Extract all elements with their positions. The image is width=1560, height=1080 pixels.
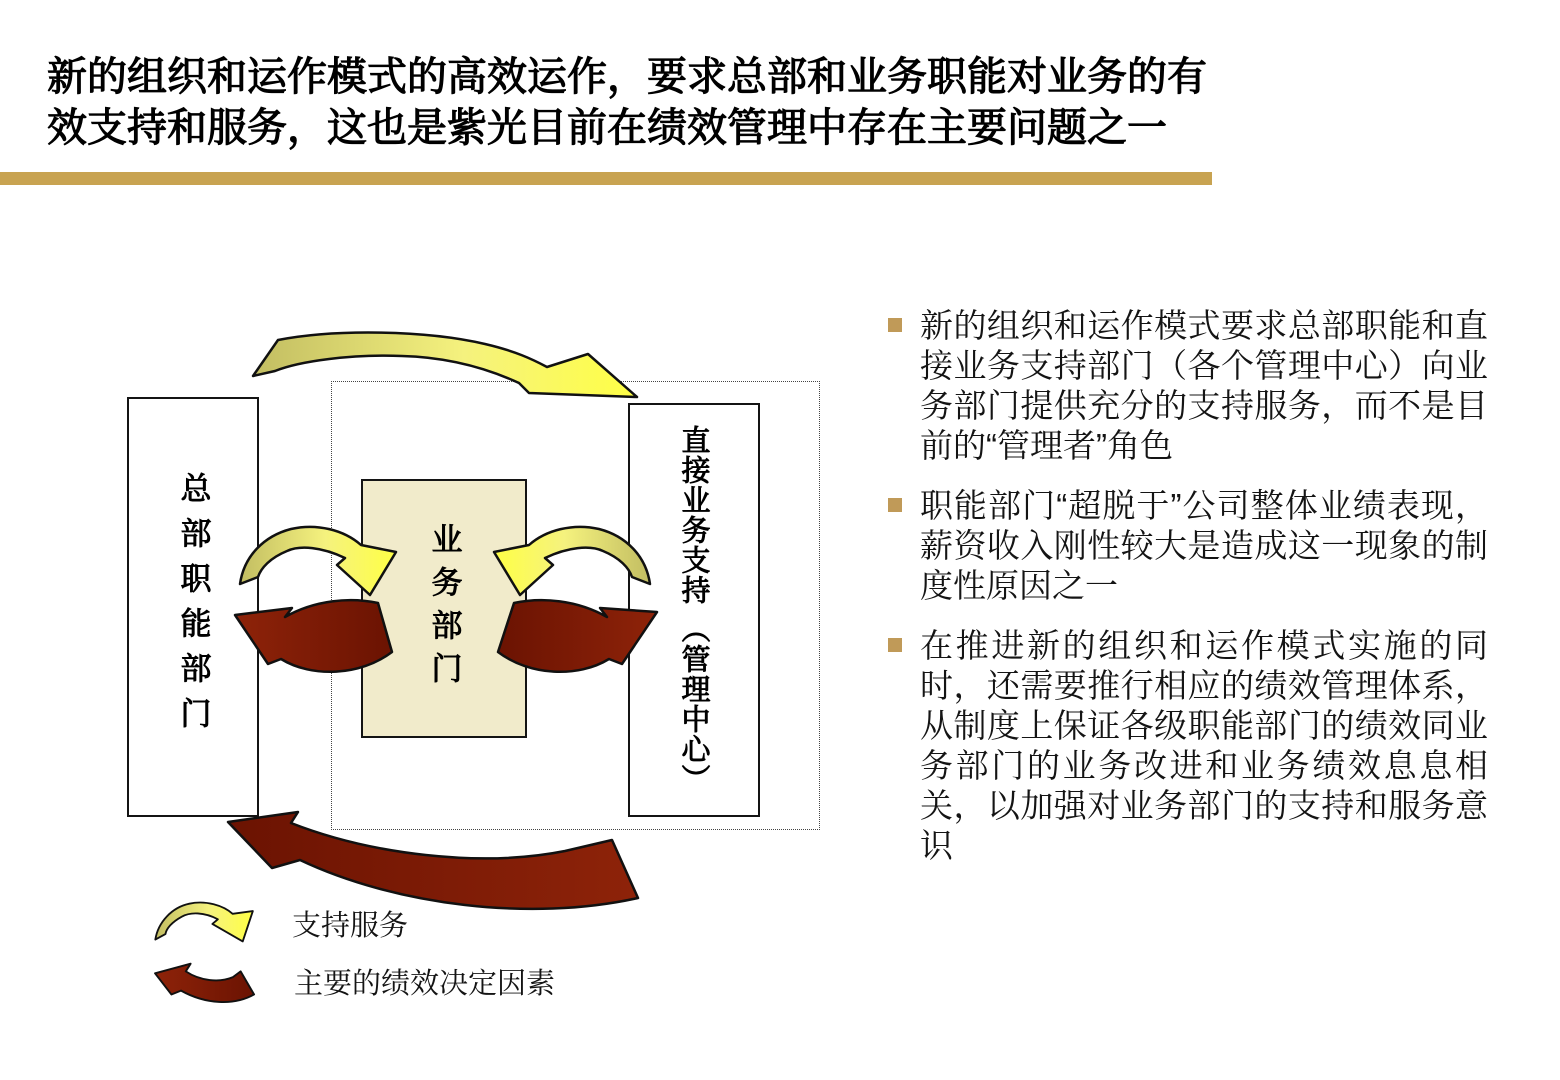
bullet-item bbox=[888, 626, 1498, 866]
title-line-2: 效支持和服务，这也是紫光目前在绩效管理中存在主要问题之一 bbox=[47, 106, 1167, 150]
hq-functional-departments-box bbox=[127, 397, 259, 817]
business-department-label: 业务部门 bbox=[426, 522, 462, 695]
bullet-text: 在推进新的组织和运作模式实施的同时，还需要推行相应的绩效管理体系，从制度上保证各级职能部门的绩效同业务部门的业务改进和业务绩效息息相关，以加强对业务部门的支持和服务意识 bbox=[920, 627, 1488, 864]
direct-business-support-label: 直接业务支持 （管理中心） bbox=[677, 425, 710, 795]
bullet-item bbox=[888, 486, 1498, 606]
bullet-text: 职能部门“超脱于”公司整体业绩表现，薪资收入刚性较大是造成这一现象的制度性原因之一 bbox=[920, 487, 1488, 604]
bullet-text: 新的组织和运作模式要求总部职能和直接业务支持部门（各个管理中心）向业务部门提供充分的支持服务，而不是目前的“管理者”角色 bbox=[920, 307, 1488, 464]
legend-label-support: 支持服务 bbox=[292, 909, 409, 942]
determinant-arrow-icon bbox=[150, 956, 262, 1006]
bullet-item bbox=[888, 306, 1498, 466]
bullet-marker bbox=[888, 498, 902, 512]
page-title bbox=[47, 52, 1227, 154]
direct-business-support-box bbox=[628, 403, 760, 817]
hq-functional-departments-label: 总部职能部门 bbox=[175, 472, 211, 742]
title-line-1: 新的组织和运作模式的高效运作，要求总部和业务职能对业务的有 bbox=[47, 55, 1207, 99]
title-accent-bar bbox=[0, 172, 1212, 185]
legend-label-determinant: 主要的绩效决定因素 bbox=[294, 967, 556, 1000]
legend-item-support bbox=[150, 900, 555, 946]
legend bbox=[150, 900, 555, 1016]
business-department-box bbox=[361, 479, 527, 738]
bullet-marker bbox=[888, 638, 902, 652]
bullet-marker bbox=[888, 318, 902, 332]
key-points-list bbox=[888, 306, 1498, 886]
legend-item-determinant bbox=[150, 956, 555, 1006]
support-arrow-icon bbox=[150, 900, 260, 946]
